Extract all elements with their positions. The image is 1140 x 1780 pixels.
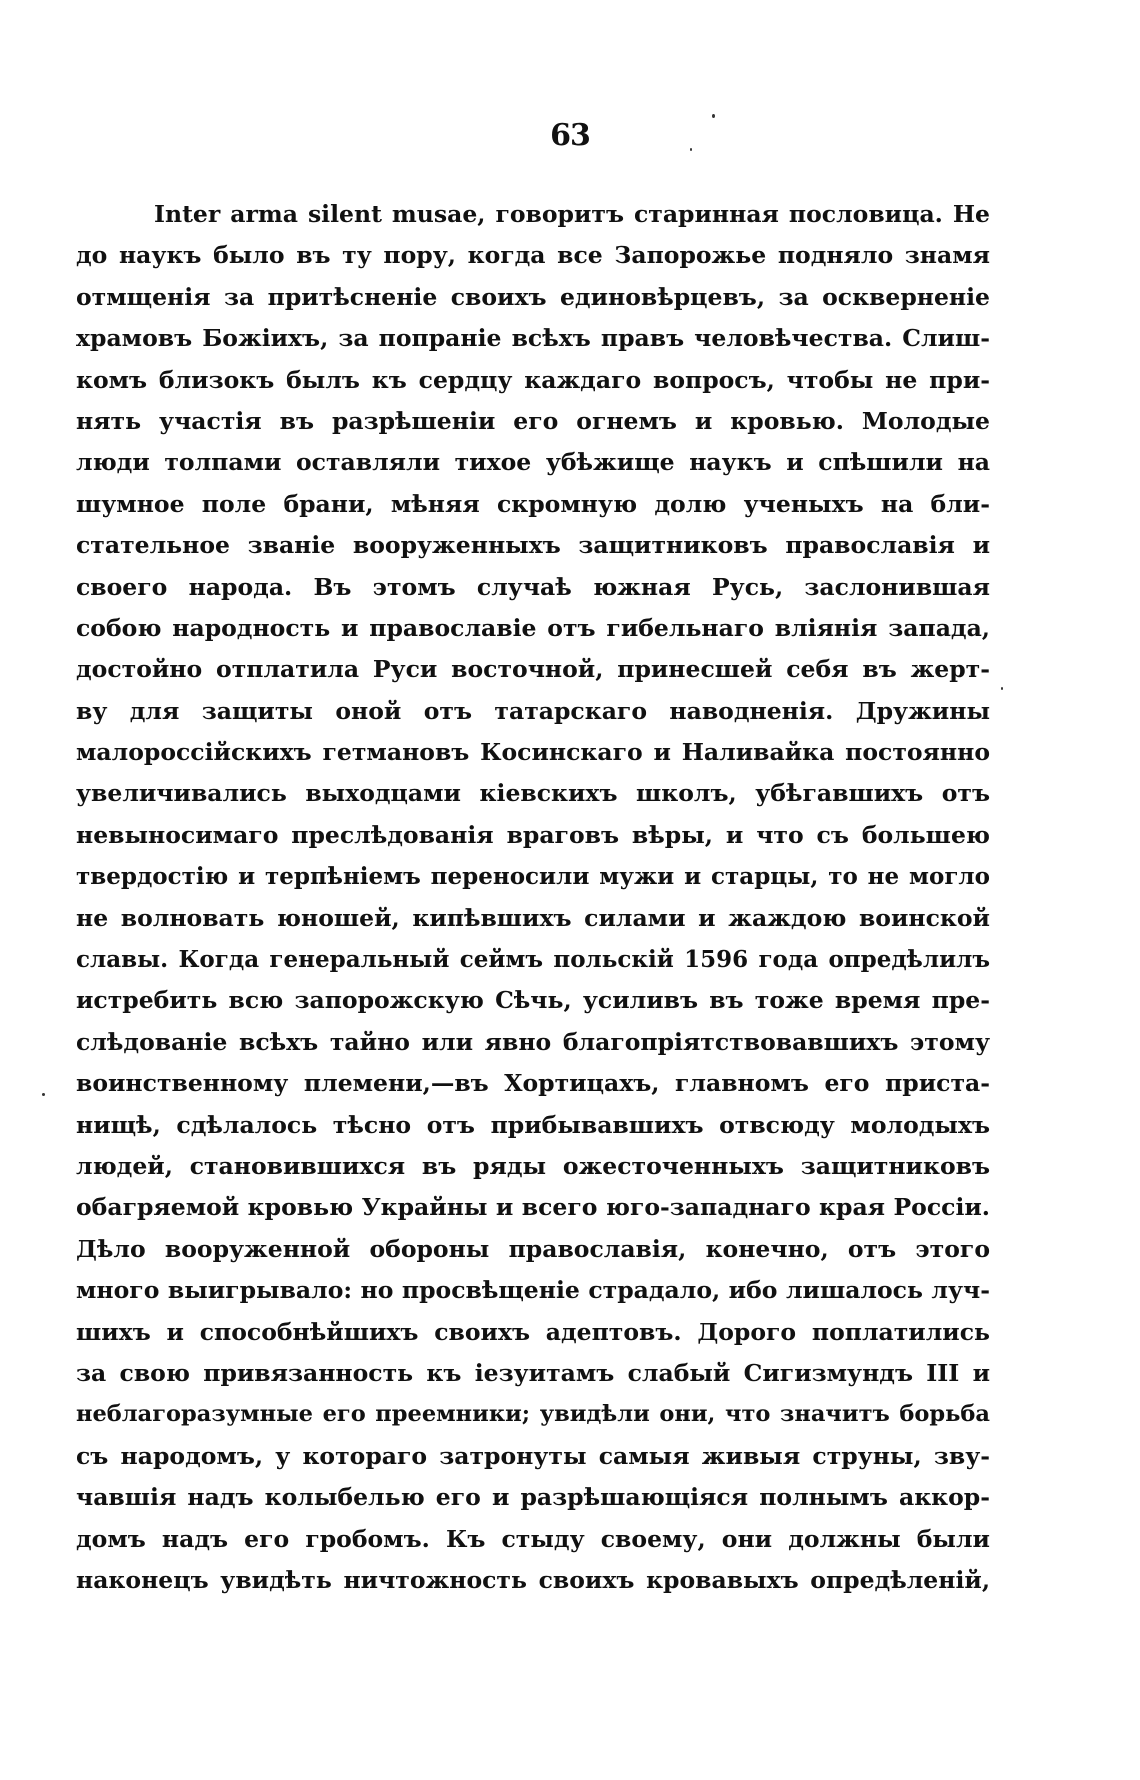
text-line: малороссійскихъ гетмановъ Косинскаго и Наливайка постоянно <box>76 738 990 767</box>
text-line: наконецъ увидѣть ничтожность своихъ кровавыхъ опредѣленій, <box>76 1565 990 1594</box>
scan-speck <box>42 1093 45 1096</box>
text-line: за свою привязанность къ іезуитамъ слабый Сигизмундъ III и <box>76 1358 990 1387</box>
text-line: шумное поле брани, мѣняя скромную долю ученыхъ на бли- <box>76 489 990 518</box>
scan-speck <box>712 114 715 118</box>
text-line: невыносимаго преслѣдованія враговъ вѣры, и что съ большею <box>76 820 990 849</box>
body-text <box>76 194 990 1601</box>
text-line: не волновать юношей, кипѣвшихъ силами и жаждою воинской <box>76 903 990 932</box>
scan-speck <box>690 148 692 151</box>
text-line: стательное званіе вооруженныхъ защитниковъ православія и <box>76 531 990 560</box>
page-number: 63 <box>550 118 590 153</box>
text-line: обагряемой кровью Украйны и всего юго-западнаго края Россіи. <box>76 1193 990 1222</box>
text-line: нять участія въ разрѣшеніи его огнемъ и кровью. Молодые <box>76 406 990 435</box>
text-line: ву для защиты оной отъ татарскаго наводненія. Дружины <box>76 696 990 725</box>
text-line: отмщенія за притѣсненіе своихъ единовѣрцевъ, за оскверненіе <box>76 282 990 311</box>
text-line: воинственному племени,—въ Хортицахъ, главномъ его приста- <box>76 1069 990 1098</box>
text-line: Inter arma silent musae, говоритъ старинная пословица. Не <box>154 200 990 228</box>
text-line: слѣдованіе всѣхъ тайно или явно благопріятствовавшихъ этому <box>76 1027 990 1056</box>
text-line: много выигрывало: но просвѣщеніе страдало, ибо лишалось луч- <box>76 1276 990 1305</box>
text-line: нищѣ, сдѣлалось тѣсно отъ прибывавшихъ отвсюду молодыхъ <box>76 1110 990 1139</box>
text-line: собою народность и православіе отъ гибельнаго вліянія запада, <box>76 613 990 642</box>
text-line: славы. Когда генеральный сеймъ польскій 1596 года опредѣлилъ <box>76 946 990 974</box>
text-line: домъ надъ его гробомъ. Къ стыду своему, они должны были <box>76 1524 990 1553</box>
text-line: неблагоразумные его преемники; увидѣли они, что значитъ борьба <box>76 1401 990 1428</box>
text-line: истребить всю запорожскую Сѣчь, усиливъ въ тоже время пре- <box>76 986 990 1015</box>
text-line: твердостію и терпѣніемъ переносили мужи и старцы, то не могло <box>76 863 990 891</box>
text-line: людей, становившихся въ ряды ожесточенныхъ защитниковъ <box>76 1151 990 1180</box>
text-line: достойно отплатила Руси восточной, принесшей себя въ жерт- <box>76 655 990 684</box>
text-line: люди толпами оставляли тихое убѣжище наукъ и спѣшили на <box>76 448 990 477</box>
scan-speck <box>1001 687 1003 690</box>
text-line: храмовъ Божіихъ, за попраніе всѣхъ правъ человѣчества. Слиш- <box>76 324 990 353</box>
text-line: увеличивались выходцами кіевскихъ школъ, убѣгавшихъ отъ <box>76 779 990 808</box>
text-line: до наукъ было въ ту пору, когда все Запорожье подняло знамя <box>76 241 990 270</box>
text-line: комъ близокъ былъ къ сердцу каждаго вопросъ, чтобы не при- <box>76 365 990 394</box>
text-line: своего народа. Въ этомъ случаѣ южная Русь, заслонившая <box>76 572 990 601</box>
text-line: Дѣло вооруженной обороны православія, конечно, отъ этого <box>76 1234 990 1263</box>
text-line: чавшія надъ колыбелью его и разрѣшающіяся полнымъ аккор- <box>76 1483 990 1512</box>
text-line: шихъ и способнѣйшихъ своихъ адептовъ. Дорого поплатились <box>76 1317 990 1346</box>
text-line: съ народомъ, у котораго затронуты самыя живыя струны, зву- <box>76 1441 990 1470</box>
